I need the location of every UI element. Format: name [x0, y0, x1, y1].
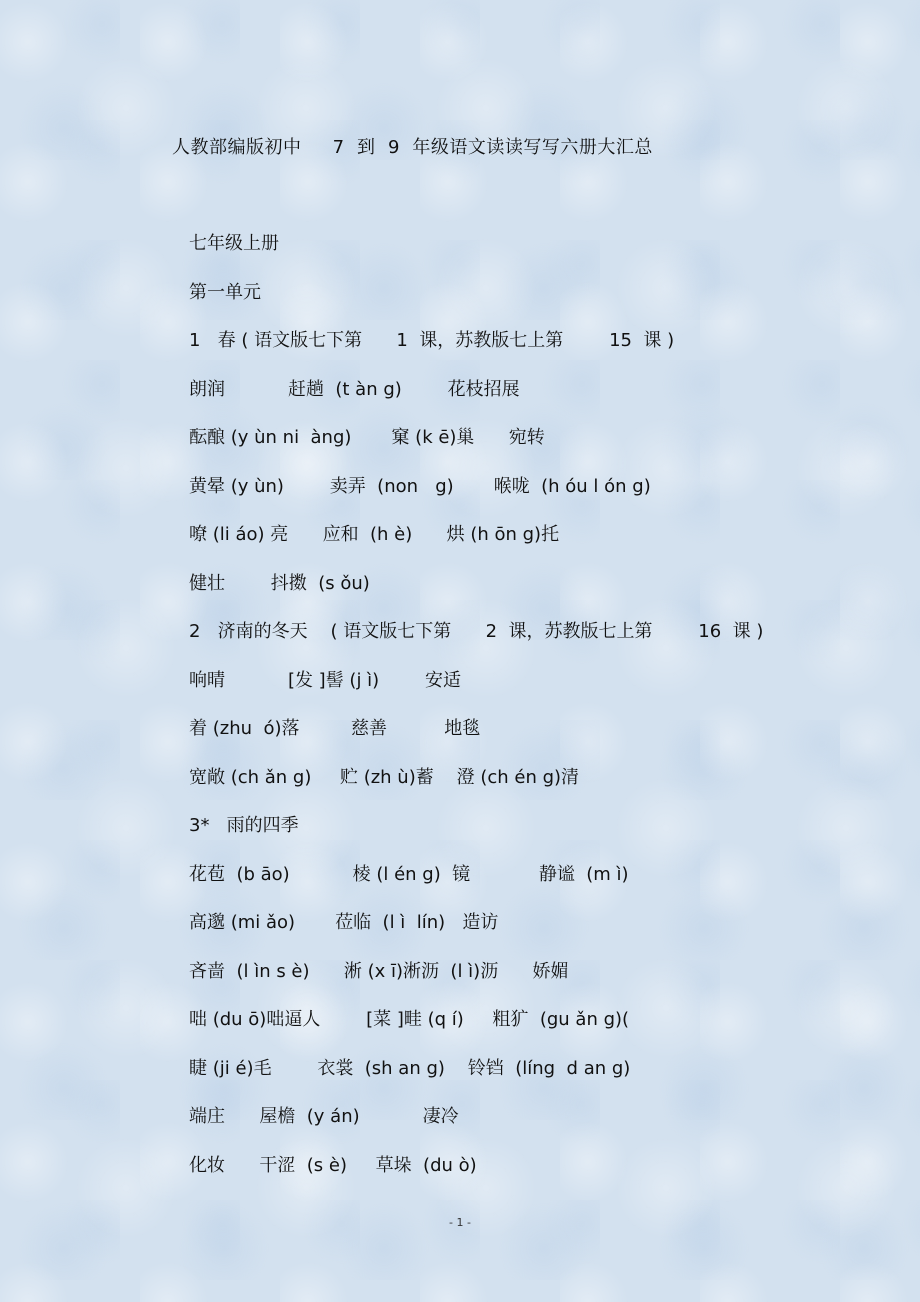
- lesson-heading: 1 春 ( 语文版七下第 1 课，苏教版七上第 15 课 ): [189, 330, 675, 351]
- vocabulary-line: 化妆 干涩 (s è) 草垛 (du ò): [189, 1154, 477, 1176]
- vocabulary-line: 响晴 [发 ]髻 (j ì) 安适: [189, 669, 461, 691]
- vocabulary-line: 黄晕 (y ùn) 卖弄 (non g) 喉咙 (h óu l ón g): [189, 475, 651, 497]
- vocabulary-line: 健壮 抖擞 (s ǒu): [189, 572, 370, 594]
- vocabulary-line: 花苞 (b āo) 棱 (l én g) 镜 静谧 (m ì): [189, 863, 629, 885]
- unit-heading: 第一单元: [189, 281, 261, 303]
- vocabulary-list: [189, 230, 763, 1200]
- vocabulary-line: 咄 (du ō)咄逼人 [菜 ]畦 (q í) 粗犷 (gu ǎn g)(: [189, 1009, 630, 1030]
- section-heading-grade: 七年级上册: [189, 233, 279, 254]
- vocabulary-line: 着 (zhu ó)落 慈善 地毯: [189, 718, 481, 739]
- vocabulary-line: 嘹 (li áo) 亮 应和 (h è) 烘 (h ōn g)托: [189, 524, 560, 545]
- vocabulary-line: 朗润 赶趟 (t àn g) 花枝招展: [189, 378, 520, 400]
- lesson-heading: 2 济南的冬天 ( 语文版七下第 2 课，苏教版七上第 16 课 ): [189, 621, 764, 642]
- vocabulary-line: 端庄 屋檐 (y án) 凄冷: [189, 1106, 459, 1127]
- vocabulary-line: 睫 (ji é)毛 衣裳 (sh an g) 铃铛 (líng d an g): [189, 1057, 631, 1079]
- lesson-heading: 3* 雨的四季: [189, 815, 299, 836]
- page-number: - 1 -: [449, 1216, 471, 1229]
- vocabulary-line: 酝酿 (y ùn ni àng) 窠 (k ē)巢 宛转: [189, 427, 545, 448]
- vocabulary-line: 吝啬 (l ìn s è) 淅 (x ī)淅沥 (l ì)沥 娇媚: [189, 960, 569, 982]
- vocabulary-line: 高邈 (mi ǎo) 莅临 (l ì lín) 造访: [189, 912, 499, 933]
- document-title: 人教部编版初中 7 到 9 年级语文读读写写六册大汇总: [172, 137, 653, 158]
- vocabulary-line: 宽敞 (ch ǎn g) 贮 (zh ù)蓄 澄 (ch én g)清: [189, 766, 580, 788]
